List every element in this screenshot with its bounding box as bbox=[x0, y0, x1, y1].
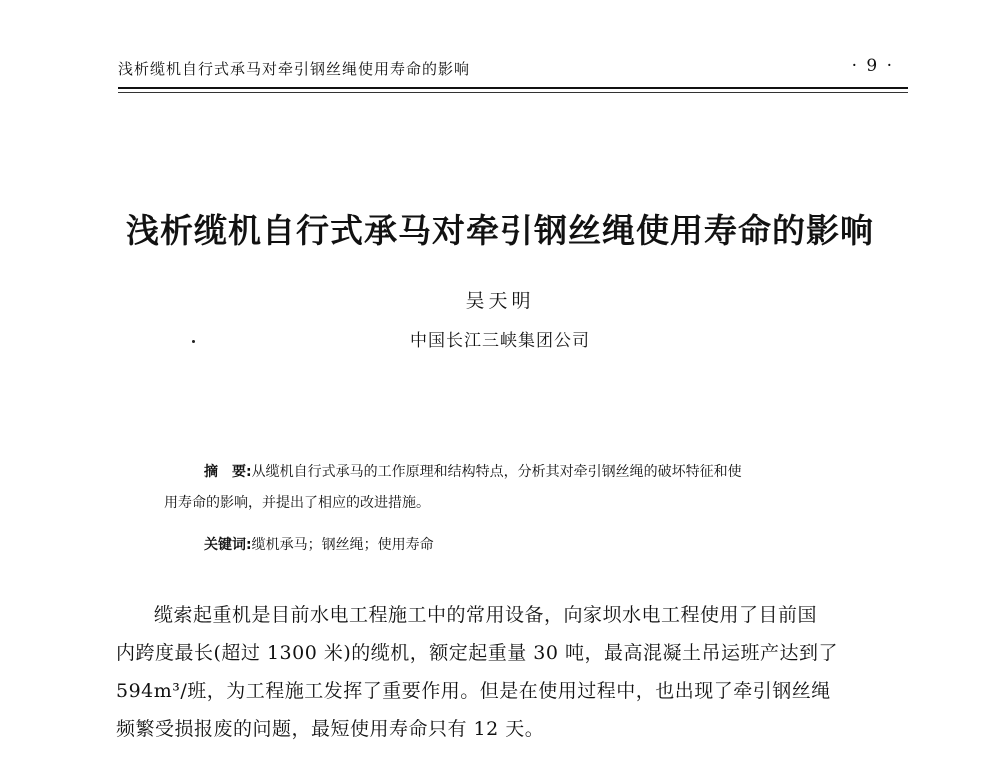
keywords bbox=[204, 530, 434, 561]
body-line: 频繁受损报废的问题，最短使用寿命只有 12 天。 bbox=[116, 718, 545, 740]
article-title: 浅析缆机自行式承马对牵引钢丝绳使用寿命的影响 bbox=[126, 211, 874, 250]
header-rule-thin bbox=[118, 92, 908, 93]
body-line: 缆索起重机是目前水电工程施工中的常用设备，向家坝水电工程使用了目前国 bbox=[154, 604, 818, 626]
running-header bbox=[118, 54, 908, 84]
header-rule bbox=[118, 87, 908, 89]
abstract-text-1: 从缆机自行式承马的工作原理和结构特点，分析其对牵引钢丝绳的破坏特征和使 bbox=[251, 464, 742, 480]
running-header-title: 浅析缆机自行式承马对牵引钢丝绳使用寿命的影响 bbox=[118, 60, 471, 78]
body-line: 内跨度最长(超过 1300 米)的缆机，额定起重量 30 吨，最高混凝土吊运班产达到了 bbox=[116, 642, 839, 664]
author-affiliation: 中国长江三峡集团公司 bbox=[410, 331, 590, 351]
body-line: 594m³/班，为工程施工发挥了重要作用。但是在使用过程中，也出现了牵引钢丝绳 bbox=[116, 680, 831, 702]
body-paragraph bbox=[116, 596, 916, 748]
abstract-label: 摘 要: bbox=[204, 464, 252, 480]
keywords-label: 关键词: bbox=[204, 537, 252, 553]
keywords-text: 缆机承马；钢丝绳；使用寿命 bbox=[251, 537, 434, 553]
abstract bbox=[164, 457, 884, 519]
abstract-text-2: 用寿命的影响，并提出了相应的改进措施。 bbox=[164, 495, 430, 511]
page-number: · 9 · bbox=[851, 56, 894, 76]
author-name: 吴天明 bbox=[465, 290, 535, 312]
abstract-line bbox=[164, 457, 884, 488]
